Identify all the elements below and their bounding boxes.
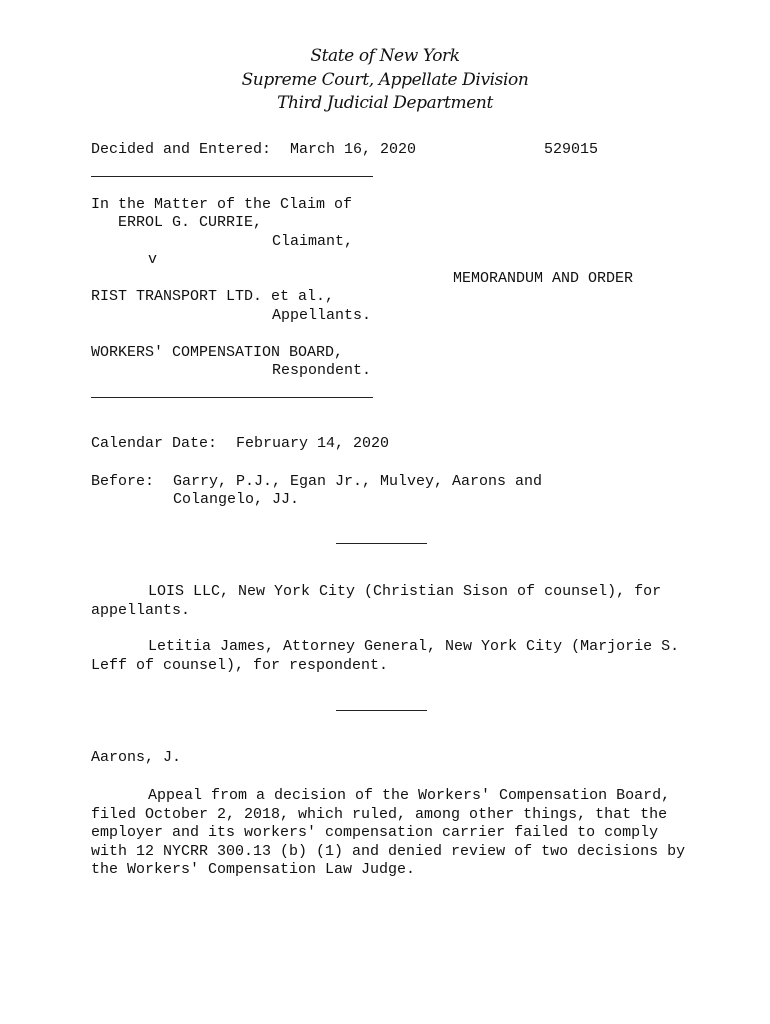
appellants-name: RIST TRANSPORT LTD. et al.,	[91, 288, 335, 305]
court-heading: Supreme Court, Appellate Division	[241, 70, 529, 90]
respondent-counsel-text: Letitia James, Attorney General, New York City (Marjorie S. Leff of counsel), for respondent.	[91, 638, 680, 674]
opinion-author: Aarons, J.	[91, 749, 182, 766]
opinion-paragraph	[91, 787, 691, 880]
claimant-name: ERROL G. CURRIE,	[118, 214, 263, 231]
calendar-label: Calendar Date:	[91, 435, 218, 452]
before-justices-line2: Colangelo, JJ.	[173, 491, 300, 508]
respondent-role: Respondent.	[272, 362, 372, 379]
order-type: MEMORANDUM AND ORDER	[453, 270, 634, 287]
state-heading: State of New York	[310, 46, 460, 66]
caption-bottom-rule	[91, 397, 373, 398]
calendar-date: February 14, 2020	[236, 435, 390, 452]
appellants-counsel	[91, 583, 691, 620]
before-label: Before:	[91, 473, 155, 490]
respondent-name: WORKERS' COMPENSATION BOARD,	[91, 344, 344, 361]
claimant-role: Claimant,	[272, 233, 354, 250]
section-divider-1	[336, 543, 427, 544]
opinion-paragraph-text: Appeal from a decision of the Workers' Compensation Board, filed October 2, 2018, which ruled, among other things, that the employer and its workers' compensation carrier failed to comply with 12 NYCRR 300.13 (b) (1) and denied review of two decisions by the Workers' Compensation Law Judge.	[91, 787, 686, 878]
decided-date: March 16, 2020	[290, 141, 417, 158]
respondent-counsel	[91, 638, 691, 675]
versus: v	[148, 251, 158, 268]
department-heading: Third Judicial Department	[277, 93, 493, 113]
appellants-counsel-text: LOIS LLC, New York City (Christian Sison of counsel), for appellants.	[91, 583, 662, 619]
matter-line: In the Matter of the Claim of	[91, 196, 353, 213]
decided-label: Decided and Entered:	[91, 141, 272, 158]
appellants-role: Appellants.	[272, 307, 372, 324]
docket-number: 529015	[544, 141, 599, 158]
caption-top-rule	[91, 176, 373, 177]
before-justices-line1: Garry, P.J., Egan Jr., Mulvey, Aarons and	[173, 473, 543, 490]
section-divider-2	[336, 710, 427, 711]
